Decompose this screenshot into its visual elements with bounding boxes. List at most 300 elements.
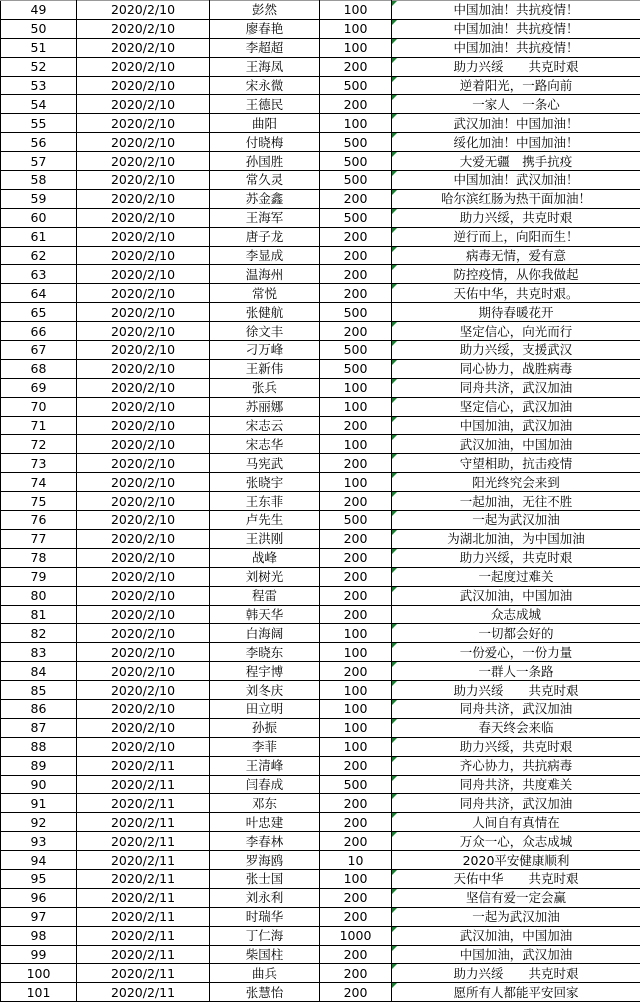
amount-cell[interactable]: 100 — [320, 718, 392, 737]
row-number-cell[interactable]: 93 — [1, 832, 77, 851]
message-cell[interactable]: 中国加油！武汉加油！ — [392, 171, 640, 190]
table-row — [1, 38, 640, 57]
date-cell[interactable]: 2020/2/11 — [77, 851, 210, 870]
amount-cell[interactable]: 100 — [320, 737, 392, 756]
donor-name-cell[interactable]: 曲兵 — [210, 964, 320, 983]
donor-name-cell[interactable]: 王清峰 — [210, 756, 320, 775]
amount-cell[interactable]: 200 — [320, 548, 392, 567]
date-cell[interactable]: 2020/2/10 — [77, 699, 210, 718]
donor-name-cell[interactable]: 韩天华 — [210, 605, 320, 624]
date-cell[interactable]: 2020/2/10 — [77, 114, 210, 133]
date-cell[interactable]: 2020/2/11 — [77, 756, 210, 775]
message-cell[interactable]: 助力兴绥 共克时艰 — [392, 681, 640, 700]
donor-name-cell[interactable]: 张士国 — [210, 869, 320, 888]
row-number-cell[interactable]: 97 — [1, 907, 77, 926]
message-cell[interactable]: 助力兴绥 共克时艰 — [392, 964, 640, 983]
table-row — [1, 548, 640, 567]
date-cell[interactable]: 2020/2/10 — [77, 208, 210, 227]
donor-name-cell[interactable]: 孙国胜 — [210, 152, 320, 171]
amount-cell[interactable]: 500 — [320, 152, 392, 171]
date-cell[interactable]: 2020/2/10 — [77, 171, 210, 190]
donor-name-cell[interactable]: 王德民 — [210, 95, 320, 114]
amount-cell[interactable]: 100 — [320, 38, 392, 57]
amount-cell[interactable]: 200 — [320, 586, 392, 605]
date-cell[interactable]: 2020/2/10 — [77, 492, 210, 511]
date-cell[interactable]: 2020/2/10 — [77, 359, 210, 378]
amount-cell[interactable]: 100 — [320, 643, 392, 662]
date-cell[interactable]: 2020/2/10 — [77, 473, 210, 492]
table-row — [1, 624, 640, 643]
date-cell[interactable]: 2020/2/10 — [77, 19, 210, 38]
table-row — [1, 57, 640, 76]
amount-cell[interactable]: 200 — [320, 227, 392, 246]
amount-cell[interactable]: 1000 — [320, 926, 392, 945]
table-row — [1, 813, 640, 832]
amount-cell[interactable]: 200 — [320, 95, 392, 114]
donor-name-cell[interactable]: 刁万峰 — [210, 341, 320, 360]
message-cell[interactable]: 一起为武汉加油 — [392, 511, 640, 530]
row-number-cell[interactable]: 92 — [1, 813, 77, 832]
message-cell[interactable]: 2020平安健康顺利 — [392, 851, 640, 870]
table-row — [1, 983, 640, 1002]
message-cell[interactable]: 期待春暖花开 — [392, 303, 640, 322]
date-cell[interactable]: 2020/2/11 — [77, 832, 210, 851]
donor-name-cell[interactable]: 田立明 — [210, 699, 320, 718]
donor-name-cell[interactable]: 宋永微 — [210, 76, 320, 95]
message-cell[interactable]: 防控疫情，从你我做起 — [392, 265, 640, 284]
row-number-cell[interactable]: 54 — [1, 95, 77, 114]
date-cell[interactable]: 2020/2/10 — [77, 435, 210, 454]
row-number-cell[interactable]: 75 — [1, 492, 77, 511]
table-row — [1, 341, 640, 360]
donor-name-cell[interactable]: 温海州 — [210, 265, 320, 284]
row-number-cell[interactable]: 56 — [1, 133, 77, 152]
row-number-cell[interactable]: 78 — [1, 548, 77, 567]
row-number-cell[interactable]: 69 — [1, 378, 77, 397]
donor-name-cell[interactable]: 宋志云 — [210, 416, 320, 435]
amount-cell[interactable]: 500 — [320, 133, 392, 152]
message-cell[interactable]: 万众一心，众志成城 — [392, 832, 640, 851]
message-cell[interactable]: 武汉加油，中国加油 — [392, 926, 640, 945]
row-number-cell[interactable]: 57 — [1, 152, 77, 171]
donor-name-cell[interactable]: 卢先生 — [210, 511, 320, 530]
message-cell[interactable]: 绥化加油！中国加油！ — [392, 133, 640, 152]
message-cell[interactable]: 助力兴绥，支援武汉 — [392, 341, 640, 360]
date-cell[interactable]: 2020/2/11 — [77, 794, 210, 813]
row-number-cell[interactable]: 53 — [1, 76, 77, 95]
amount-cell[interactable]: 200 — [320, 284, 392, 303]
table-row — [1, 227, 640, 246]
message-cell[interactable]: 逆着阳光，一路向前 — [392, 76, 640, 95]
donor-name-cell[interactable]: 刘永利 — [210, 888, 320, 907]
message-cell[interactable]: 中国加油！共抗疫情！ — [392, 1, 640, 20]
row-number-cell[interactable]: 65 — [1, 303, 77, 322]
row-number-cell[interactable]: 71 — [1, 416, 77, 435]
message-cell[interactable]: 一起为武汉加油 — [392, 907, 640, 926]
table-row — [1, 662, 640, 681]
row-number-cell[interactable]: 60 — [1, 208, 77, 227]
row-number-cell[interactable]: 77 — [1, 529, 77, 548]
date-cell[interactable]: 2020/2/11 — [77, 983, 210, 1002]
row-number-cell[interactable]: 61 — [1, 227, 77, 246]
amount-cell[interactable]: 100 — [320, 699, 392, 718]
message-cell[interactable]: 坚定信心，向光而行 — [392, 322, 640, 341]
table-row — [1, 907, 640, 926]
table-row — [1, 19, 640, 38]
date-cell[interactable]: 2020/2/10 — [77, 95, 210, 114]
amount-cell[interactable]: 200 — [320, 756, 392, 775]
donor-name-cell[interactable]: 李春林 — [210, 832, 320, 851]
donor-name-cell[interactable]: 张兵 — [210, 378, 320, 397]
message-cell[interactable]: 助力兴绥，共克时艰 — [392, 737, 640, 756]
donor-name-cell[interactable]: 王新伟 — [210, 359, 320, 378]
donor-name-cell[interactable]: 时瑞华 — [210, 907, 320, 926]
table-row — [1, 359, 640, 378]
date-cell[interactable]: 2020/2/11 — [77, 869, 210, 888]
date-cell[interactable]: 2020/2/10 — [77, 529, 210, 548]
message-cell[interactable]: 武汉加油，中国加油 — [392, 435, 640, 454]
donor-name-cell[interactable]: 张慧怡 — [210, 983, 320, 1002]
donor-name-cell[interactable]: 马宪武 — [210, 454, 320, 473]
donor-name-cell[interactable]: 邓东 — [210, 794, 320, 813]
row-number-cell[interactable]: 81 — [1, 605, 77, 624]
table-row — [1, 681, 640, 700]
table-row — [1, 492, 640, 511]
amount-cell[interactable]: 100 — [320, 1, 392, 20]
row-number-cell[interactable]: 101 — [1, 983, 77, 1002]
message-cell[interactable]: 人间自有真情在 — [392, 813, 640, 832]
message-cell[interactable]: 同舟共济，武汉加油 — [392, 794, 640, 813]
donor-name-cell[interactable]: 曲阳 — [210, 114, 320, 133]
message-cell[interactable]: 同舟共济，共度难关 — [392, 775, 640, 794]
table-row — [1, 322, 640, 341]
donor-name-cell[interactable]: 常久灵 — [210, 171, 320, 190]
message-cell[interactable]: 一起度过难关 — [392, 567, 640, 586]
date-cell[interactable]: 2020/2/11 — [77, 964, 210, 983]
date-cell[interactable]: 2020/2/10 — [77, 624, 210, 643]
date-cell[interactable]: 2020/2/10 — [77, 189, 210, 208]
message-cell[interactable]: 助力兴绥，共克时艰 — [392, 208, 640, 227]
amount-cell[interactable]: 100 — [320, 378, 392, 397]
row-number-cell[interactable]: 58 — [1, 171, 77, 190]
amount-cell[interactable]: 200 — [320, 529, 392, 548]
donor-name-cell[interactable]: 苏丽娜 — [210, 397, 320, 416]
amount-cell[interactable]: 500 — [320, 341, 392, 360]
message-cell[interactable]: 逆行而上，向阳而生！ — [392, 227, 640, 246]
donor-name-cell[interactable]: 常悦 — [210, 284, 320, 303]
message-cell[interactable]: 中国加油，武汉加油 — [392, 945, 640, 964]
donor-name-cell[interactable]: 白海阔 — [210, 624, 320, 643]
date-cell[interactable]: 2020/2/10 — [77, 605, 210, 624]
amount-cell[interactable]: 100 — [320, 19, 392, 38]
date-cell[interactable]: 2020/2/10 — [77, 643, 210, 662]
date-cell[interactable]: 2020/2/10 — [77, 246, 210, 265]
donor-name-cell[interactable]: 彭然 — [210, 1, 320, 20]
row-number-cell[interactable]: 86 — [1, 699, 77, 718]
message-cell[interactable]: 坚信有爱一定会赢 — [392, 888, 640, 907]
donor-name-cell[interactable]: 王洪刚 — [210, 529, 320, 548]
donor-name-cell[interactable]: 刘树光 — [210, 567, 320, 586]
amount-cell[interactable]: 500 — [320, 171, 392, 190]
date-cell[interactable]: 2020/2/10 — [77, 133, 210, 152]
row-number-cell[interactable]: 74 — [1, 473, 77, 492]
amount-cell[interactable]: 200 — [320, 492, 392, 511]
message-cell[interactable]: 守望相助，抗击疫情 — [392, 454, 640, 473]
amount-cell[interactable]: 100 — [320, 435, 392, 454]
row-number-cell[interactable]: 68 — [1, 359, 77, 378]
message-cell[interactable]: 大爱无疆 携手抗疫 — [392, 152, 640, 171]
donor-name-cell[interactable]: 叶忠建 — [210, 813, 320, 832]
donor-name-cell[interactable]: 程雷 — [210, 586, 320, 605]
date-cell[interactable]: 2020/2/10 — [77, 681, 210, 700]
date-cell[interactable]: 2020/2/10 — [77, 416, 210, 435]
message-cell[interactable]: 天佑中华 共克时艰 — [392, 869, 640, 888]
amount-cell[interactable]: 200 — [320, 832, 392, 851]
amount-cell[interactable]: 200 — [320, 567, 392, 586]
row-number-cell[interactable]: 52 — [1, 57, 77, 76]
donor-name-cell[interactable]: 罗海鸥 — [210, 851, 320, 870]
date-cell[interactable]: 2020/2/11 — [77, 888, 210, 907]
row-number-cell[interactable]: 87 — [1, 718, 77, 737]
message-cell[interactable]: 一群人一条路 — [392, 662, 640, 681]
amount-cell[interactable]: 200 — [320, 265, 392, 284]
donor-name-cell[interactable]: 李显成 — [210, 246, 320, 265]
amount-cell[interactable]: 500 — [320, 76, 392, 95]
donor-name-cell[interactable]: 李超超 — [210, 38, 320, 57]
amount-cell[interactable]: 200 — [320, 416, 392, 435]
table-row — [1, 699, 640, 718]
date-cell[interactable]: 2020/2/10 — [77, 737, 210, 756]
row-number-cell[interactable]: 94 — [1, 851, 77, 870]
amount-cell[interactable]: 500 — [320, 511, 392, 530]
amount-cell[interactable]: 100 — [320, 624, 392, 643]
row-number-cell[interactable]: 89 — [1, 756, 77, 775]
amount-cell[interactable]: 100 — [320, 473, 392, 492]
date-cell[interactable]: 2020/2/11 — [77, 926, 210, 945]
table-row — [1, 133, 640, 152]
date-cell[interactable]: 2020/2/11 — [77, 907, 210, 926]
amount-cell[interactable]: 200 — [320, 964, 392, 983]
message-cell[interactable]: 助力兴绥 共克时艰 — [392, 57, 640, 76]
donor-name-cell[interactable]: 王东菲 — [210, 492, 320, 511]
date-cell[interactable]: 2020/2/11 — [77, 945, 210, 964]
amount-cell[interactable]: 200 — [320, 662, 392, 681]
date-cell[interactable]: 2020/2/10 — [77, 152, 210, 171]
table-row — [1, 567, 640, 586]
date-cell[interactable]: 2020/2/10 — [77, 303, 210, 322]
row-number-cell[interactable]: 64 — [1, 284, 77, 303]
message-cell[interactable]: 武汉加油，中国加油 — [392, 586, 640, 605]
date-cell[interactable]: 2020/2/10 — [77, 454, 210, 473]
amount-cell[interactable]: 500 — [320, 359, 392, 378]
date-cell[interactable]: 2020/2/10 — [77, 76, 210, 95]
amount-cell[interactable]: 200 — [320, 322, 392, 341]
row-number-cell[interactable]: 66 — [1, 322, 77, 341]
message-cell[interactable]: 中国加油，武汉加油 — [392, 416, 640, 435]
row-number-cell[interactable]: 82 — [1, 624, 77, 643]
message-cell[interactable]: 为湖北加油，为中国加油 — [392, 529, 640, 548]
amount-cell[interactable]: 100 — [320, 869, 392, 888]
row-number-cell[interactable]: 62 — [1, 246, 77, 265]
message-cell[interactable]: 同舟共济，武汉加油 — [392, 699, 640, 718]
row-number-cell[interactable]: 80 — [1, 586, 77, 605]
amount-cell[interactable]: 200 — [320, 813, 392, 832]
donor-name-cell[interactable]: 张健航 — [210, 303, 320, 322]
message-cell[interactable]: 同舟共济，武汉加油 — [392, 378, 640, 397]
message-cell[interactable]: 武汉加油！中国加油！ — [392, 114, 640, 133]
amount-cell[interactable]: 200 — [320, 983, 392, 1002]
row-number-cell[interactable]: 83 — [1, 643, 77, 662]
date-cell[interactable]: 2020/2/11 — [77, 775, 210, 794]
row-number-cell[interactable]: 99 — [1, 945, 77, 964]
donor-name-cell[interactable]: 廖春艳 — [210, 19, 320, 38]
donor-name-cell[interactable]: 战峰 — [210, 548, 320, 567]
table-row — [1, 775, 640, 794]
date-cell[interactable]: 2020/2/10 — [77, 227, 210, 246]
date-cell[interactable]: 2020/2/10 — [77, 548, 210, 567]
date-cell[interactable]: 2020/2/10 — [77, 284, 210, 303]
donor-name-cell[interactable]: 王海凤 — [210, 57, 320, 76]
message-cell[interactable]: 众志成城 — [392, 605, 640, 624]
donation-table-body — [1, 1, 640, 1002]
date-cell[interactable]: 2020/2/10 — [77, 378, 210, 397]
donor-name-cell[interactable]: 付晓梅 — [210, 133, 320, 152]
amount-cell[interactable]: 500 — [320, 775, 392, 794]
message-cell[interactable]: 同心协力，战胜病毒 — [392, 359, 640, 378]
message-cell[interactable]: 春天终会来临 — [392, 718, 640, 737]
donor-name-cell[interactable]: 李晓东 — [210, 643, 320, 662]
donor-name-cell[interactable]: 孙振 — [210, 718, 320, 737]
table-row — [1, 888, 640, 907]
row-number-cell[interactable]: 95 — [1, 869, 77, 888]
table-row — [1, 246, 640, 265]
table-row — [1, 171, 640, 190]
amount-cell[interactable]: 100 — [320, 114, 392, 133]
row-number-cell[interactable]: 90 — [1, 775, 77, 794]
date-cell[interactable]: 2020/2/10 — [77, 511, 210, 530]
date-cell[interactable]: 2020/2/10 — [77, 341, 210, 360]
amount-cell[interactable]: 10 — [320, 851, 392, 870]
amount-cell[interactable]: 500 — [320, 303, 392, 322]
row-number-cell[interactable]: 49 — [1, 1, 77, 20]
date-cell[interactable]: 2020/2/11 — [77, 813, 210, 832]
donor-name-cell[interactable]: 闫春成 — [210, 775, 320, 794]
amount-cell[interactable]: 200 — [320, 907, 392, 926]
date-cell[interactable]: 2020/2/10 — [77, 397, 210, 416]
donor-name-cell[interactable]: 刘冬庆 — [210, 681, 320, 700]
row-number-cell[interactable]: 88 — [1, 737, 77, 756]
message-cell[interactable]: 愿所有人都能平安回家 — [392, 983, 640, 1002]
donor-name-cell[interactable]: 徐文丰 — [210, 322, 320, 341]
donor-name-cell[interactable]: 张晓宇 — [210, 473, 320, 492]
row-number-cell[interactable]: 98 — [1, 926, 77, 945]
row-number-cell[interactable]: 67 — [1, 341, 77, 360]
message-cell[interactable]: 天佑中华，共克时艰。 — [392, 284, 640, 303]
row-number-cell[interactable]: 100 — [1, 964, 77, 983]
table-row — [1, 95, 640, 114]
message-cell[interactable]: 一切都会好的 — [392, 624, 640, 643]
amount-cell[interactable]: 200 — [320, 246, 392, 265]
message-cell[interactable]: 病毒无情，爱有意 — [392, 246, 640, 265]
date-cell[interactable]: 2020/2/10 — [77, 38, 210, 57]
amount-cell[interactable]: 200 — [320, 454, 392, 473]
table-row — [1, 851, 640, 870]
table-row — [1, 284, 640, 303]
table-row — [1, 605, 640, 624]
row-number-cell[interactable]: 96 — [1, 888, 77, 907]
message-cell[interactable]: 阳光终究会来到 — [392, 473, 640, 492]
donor-name-cell[interactable]: 宋志华 — [210, 435, 320, 454]
amount-cell[interactable]: 100 — [320, 681, 392, 700]
date-cell[interactable]: 2020/2/10 — [77, 718, 210, 737]
amount-cell[interactable]: 200 — [320, 605, 392, 624]
donor-name-cell[interactable]: 丁仁海 — [210, 926, 320, 945]
amount-cell[interactable]: 500 — [320, 208, 392, 227]
row-number-cell[interactable]: 63 — [1, 265, 77, 284]
table-row — [1, 435, 640, 454]
donor-name-cell[interactable]: 唐子龙 — [210, 227, 320, 246]
table-row — [1, 794, 640, 813]
donor-name-cell[interactable]: 王海军 — [210, 208, 320, 227]
date-cell[interactable]: 2020/2/10 — [77, 567, 210, 586]
message-cell[interactable]: 哈尔滨红肠为热干面加油！ — [392, 189, 640, 208]
donor-name-cell[interactable]: 柴国柱 — [210, 945, 320, 964]
row-number-cell[interactable]: 76 — [1, 511, 77, 530]
row-number-cell[interactable]: 84 — [1, 662, 77, 681]
amount-cell[interactable]: 200 — [320, 57, 392, 76]
date-cell[interactable]: 2020/2/10 — [77, 662, 210, 681]
date-cell[interactable]: 2020/2/10 — [77, 586, 210, 605]
amount-cell[interactable]: 200 — [320, 189, 392, 208]
row-number-cell[interactable]: 55 — [1, 114, 77, 133]
message-cell[interactable]: 一起加油，无往不胜 — [392, 492, 640, 511]
message-cell[interactable]: 一家人 一条心 — [392, 95, 640, 114]
message-cell[interactable]: 一份爱心，一份力量 — [392, 643, 640, 662]
message-cell[interactable]: 齐心协力，共抗病毒 — [392, 756, 640, 775]
row-number-cell[interactable]: 91 — [1, 794, 77, 813]
donor-name-cell[interactable]: 程宇博 — [210, 662, 320, 681]
amount-cell[interactable]: 200 — [320, 794, 392, 813]
donor-name-cell[interactable]: 李菲 — [210, 737, 320, 756]
table-row — [1, 756, 640, 775]
row-number-cell[interactable]: 70 — [1, 397, 77, 416]
message-cell[interactable]: 助力兴绥，共克时艰 — [392, 548, 640, 567]
date-cell[interactable]: 2020/2/10 — [77, 1, 210, 20]
table-row — [1, 1, 640, 20]
message-cell[interactable]: 坚定信心，武汉加油 — [392, 397, 640, 416]
amount-cell[interactable]: 100 — [320, 397, 392, 416]
row-number-cell[interactable]: 85 — [1, 681, 77, 700]
message-cell[interactable]: 中国加油！共抗疫情！ — [392, 38, 640, 57]
amount-cell[interactable]: 200 — [320, 945, 392, 964]
table-row — [1, 416, 640, 435]
date-cell[interactable]: 2020/2/10 — [77, 265, 210, 284]
message-cell[interactable]: 中国加油！共抗疫情！ — [392, 19, 640, 38]
date-cell[interactable]: 2020/2/10 — [77, 57, 210, 76]
row-number-cell[interactable]: 79 — [1, 567, 77, 586]
row-number-cell[interactable]: 50 — [1, 19, 77, 38]
row-number-cell[interactable]: 59 — [1, 189, 77, 208]
row-number-cell[interactable]: 73 — [1, 454, 77, 473]
donor-name-cell[interactable]: 苏金鑫 — [210, 189, 320, 208]
row-number-cell[interactable]: 51 — [1, 38, 77, 57]
amount-cell[interactable]: 200 — [320, 888, 392, 907]
table-row — [1, 529, 640, 548]
date-cell[interactable]: 2020/2/10 — [77, 322, 210, 341]
table-row — [1, 643, 640, 662]
table-row — [1, 208, 640, 227]
row-number-cell[interactable]: 72 — [1, 435, 77, 454]
